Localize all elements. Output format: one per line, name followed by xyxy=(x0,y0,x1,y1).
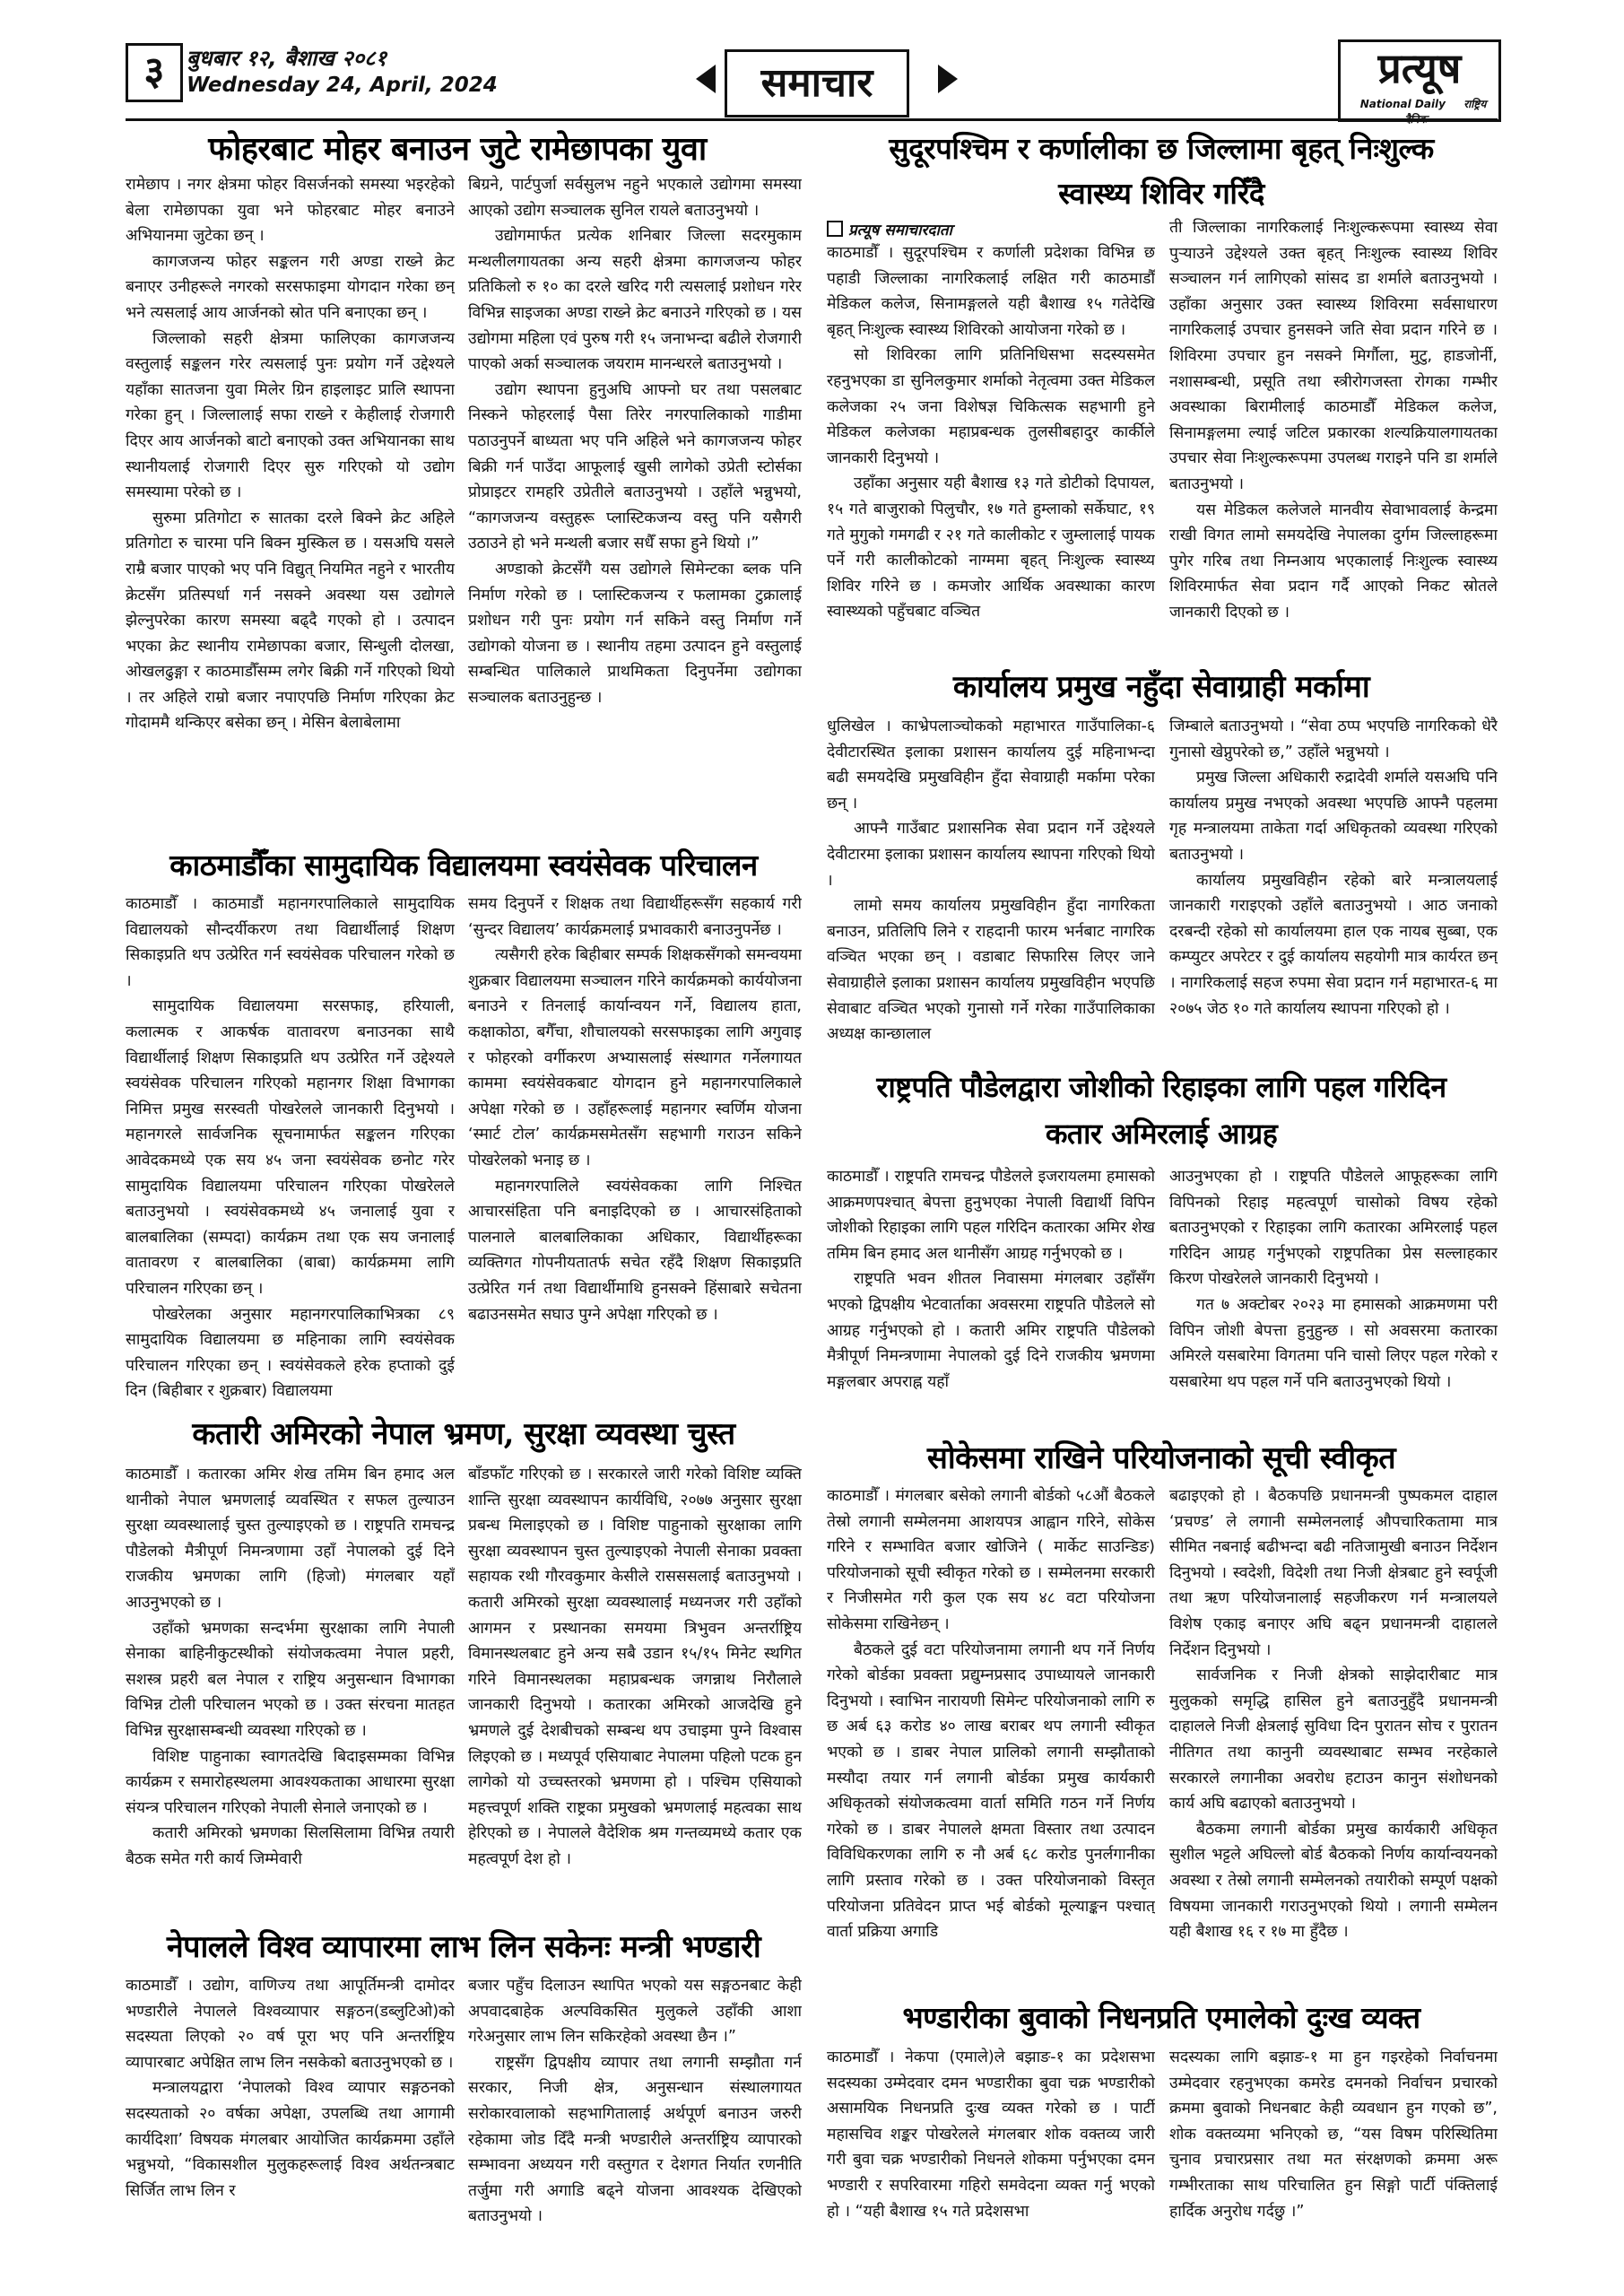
logo-text: प्रत्यूष xyxy=(1377,44,1462,92)
paragraph: लामो समय कार्यालय प्रमुखविहीन हुँदा नागरिकता बनाउन, प्रतिलिपि लिने र राहदानी फारम भर्नबाट नागरिक वञ्चित भएका छन् । वडाबाट सिफारिस लिएर जाने सेवाग्राहीले इलाका प्रशासन कार्यालय प्रमुखविहीन भएपछि सेवाबाट वञ्चित भएको गुनासो गर्ने गरेका गाउँपालिकाका अध्यक्ष कान्छालाल xyxy=(827,897,1155,1044)
article-column xyxy=(126,1973,455,2258)
article-column xyxy=(468,172,802,872)
paragraph: उहाँको भ्रमणका सन्दर्भमा सुरक्षाका लागि नेपाली सेनाका बाहिनीकुटस्थीको संयोजकत्वमा नेपाल प्रहरी, सशस्त्र प्रहरी बल नेपाल र राष्ट्रिय अनुसन्धान विभागका विभिन्न टोली परिचालन भएको छ । उक्त संरचना मातहत विभिन्न सुरक्षासम्बन्धी व्यवस्था गरिएको छ । xyxy=(126,1619,455,1740)
article-title: नेपालले विश्व व्यापारमा लाभ लिन सकेनः मन्त्री भण्डारी xyxy=(166,1929,761,1965)
paragraph: उद्योग स्थापना हुनुअघि आफ्नो घर तथा पसलबाट निस्कने फोहरलाई पैसा तिरेर नगरपालिकाको गाडीमा पठाउनुपर्ने बाध्यता भए पनि अहिले भने कागजजन्य फोहर बिक्री गर्न पाउँदा आफूलाई खुसी लागेको उप्रेती स्टोर्सका प्रोप्राइटर रामहरि उप्रेतीले बताउनुभयो । उहाँले भन्नुभयो, “कागजजन्य वस्तुहरू प्लास्टिकजन्य वस्तु पनि यसैगरी उठाउने हो भने मन्थली बजार सधैँ सफा हुने थियो ।” xyxy=(468,380,802,553)
article-title: काठमाडौँका सामुदायिक विद्यालयमा स्वयंसेवक परिचालन xyxy=(169,848,758,883)
page-number: ३ xyxy=(126,43,183,102)
article-column xyxy=(1169,714,1498,1069)
article-column xyxy=(827,2045,1155,2258)
byline-box-icon xyxy=(827,221,843,237)
paragraph: विशिष्ट पाहुनाका स्वागतदेखि बिदाइसम्मका विभिन्न कार्यक्रम र समारोहस्थलमा आवश्यकताका आधारमा सुरक्षा संयन्त्र परिचालन गरिएको नेपाली सेनाले जनाएको छ । xyxy=(126,1747,455,1817)
paragraph: बैठकले दुई वटा परियोजनामा लगानी थप गर्ने निर्णय गरेको बोर्डका प्रवक्ता प्रद्युम्नप्रसाद उपाध्यायले जानकारी दिनुभयो । स्वाभिन नारायणी सिमेन्ट परियोजनाको लागि रु छ अर्ब ६३ करोड ४० लाख बराबर थप लगानी स्वीकृत भएको छ । डाबर नेपाल प्रालिको लगानी सम्झौताको मस्यौदा तयार गर्न लगानी बोर्डका प्रमुख कार्यकारी अधिकृतको संयोजकत्वमा वार्ता समिति गठन गर्ने निर्णय गरेको छ । डाबर नेपालले क्षमता विस्तार तथा उत्पादन विविधिकरणका लागि रु नौ अर्ब ६८ करोड पुनर्लगानीका लागि प्रस्ताव गरेको छ । उक्त परियोजनाको विस्तृत परियोजना प्रतिवेदन प्राप्त भई बोर्डको मूल्याङ्कन पश्चात् वार्ता प्रक्रिया अगाडि xyxy=(827,1640,1155,1942)
paragraph: सार्वजनिक र निजी क्षेत्रको साझेदारीबाट मात्र मुलुकको समृद्धि हासिल हुने बताउनुहुँदै प्रधानमन्त्री दाहालले निजी क्षेत्रलाई सुविधा दिन पुरातन सोच र पुरातन नीतिगत तथा कानुनी व्यवस्थाबाट सम्भव नरहेकाले सरकारले लगानीका अवरोध हटाउन कानुन संशोधनको कार्य अघि बढाएको बताउनुभयो । xyxy=(1169,1666,1498,1813)
paragraph: यस मेडिकल कलेजले मानवीय सेवाभावलाई केन्द्रमा राखी विगत लामो समयदेखि नेपालका दुर्गम जिल्लाहरूमा पुगेर गरिब तथा निम्नआय भएकालाई निःशुल्क स्वास्थ्य शिविरमार्फत सेवा प्रदान गर्दै आएको निकट स्रोतले जानकारी दिएको छ । xyxy=(1169,500,1498,622)
article-title: सुदूरपश्चिम र कर्णालीका छ जिल्लामा बृहत् निःशुल्क xyxy=(889,131,1434,166)
article-title: सोकेसमा राखिने परियोजनाको सूची स्वीकृत xyxy=(926,1440,1396,1476)
article-column xyxy=(827,714,1155,1069)
paragraph: कागजजन्य फोहर सङ्कलन गरी अण्डा राख्ने क्रेट बनाएर उनीहरूले नगरको सरसफाइमा योगदान गरेका छन् भने त्यसलाई आय आर्जनको स्रोत पनि बनाएका छन् । xyxy=(126,252,455,322)
article-column xyxy=(827,1483,1155,1996)
paragraph: उद्योगमार्फत प्रत्येक शनिबार जिल्ला सदरमुकाम मन्थलीलगायतका अन्य सहरी क्षेत्रमा कागजजन्य फोहर प्रतिकिलो रु १० का दरले खरिद गरी त्यसलाई प्रशोधन गरेर विभिन्न साइजका अण्डा राख्ने क्रेट बनाउने गरिएको छ । यस उद्योगमा महिला एवं पुरुष गरी १५ जनाभन्दा बढीले रोजगारी पाएको अर्का सञ्चालक जयराम मानन्धरले बताउनुभयो । xyxy=(468,227,802,374)
paragraph: बिग्रने, पार्टपुर्जा सर्वसुलभ नहुने भएकाले उद्योगमा समस्या आएको उद्योग सञ्चालक सुनिल रायले बताउनुभयो । xyxy=(468,176,802,220)
paragraph: काठमाडौँ । राष्ट्रपति रामचन्द्र पौडेलले इजरायलमा हमासको आक्रमणपश्चात् बेपत्ता हुनुभएका नेपाली विद्यार्थी विपिन जोशीको रिहाइका लागि पहल गरिदिन कतारका अमिर शेख तमिम बिन हमाद अल थानीसँग आग्रह गर्नुभएको छ । xyxy=(827,1168,1155,1263)
paragraph: समय दिनुपर्ने र शिक्षक तथा विद्यार्थीहरूसँग सहकार्य गरी ‘सुन्दर विद्यालय’ कार्यक्रमलाई प्रभावकारी बनाउनुपर्नेछ । xyxy=(468,895,802,939)
paragraph: काठमाडौँ । कतारका अमिर शेख तमिम बिन हमाद अल थानीको नेपाल भ्रमणलाई व्यवस्थित र सफल तुल्याउन सुरक्षा व्यवस्थालाई चुस्त तुल्याइएको छ । राष्ट्रपति रामचन्द्र पौडेलको मैत्रीपूर्ण निमन्त्रणामा उहाँ नेपालको दुई दिने राजकीय भ्रमणका लागि (हिजो) मंगलबार यहाँ आउनुभएको छ । xyxy=(126,1465,455,1612)
article-title-line2: स्वास्थ्य शिविर गरिँदै xyxy=(1058,176,1264,211)
paragraph: राष्ट्रपति भवन शीतल निवासमा मंगलबार उहाँसँग भएको द्विपक्षीय भेटवार्ताका अवसरमा राष्ट्रपति पौडेलले सो आग्रह गर्नुभएको हो । कतारी अमिर राष्ट्रपति पौडेलको मैत्रीपूर्ण निमन्त्रणामा नेपालको दुई दिने राजकीय भ्रमणमा मङ्गलबार अपराह्न यहाँ xyxy=(827,1270,1155,1391)
triangle-right-icon xyxy=(938,65,958,93)
paragraph: सामुदायिक विद्यालयमा सरसफाइ, हरियाली, कलात्मक र आकर्षक वातावरण बनाउनका साथै विद्यार्थीलाई शिक्षण सिकाइप्रति थप उत्प्रेरित गर्ने उद्देश्यले स्वयंसेवक परिचालन गरिएको महानगर शिक्षा विभागका निमित्त प्रमुख सरस्वती पोखरेलले जानकारी दिनुभयो । महानगरले सार्वजनिक सूचनामार्फत सङ्कलन गरिएका आवेदकमध्ये एक सय ४५ जना स्वयंसेवक छनोट गरेर सामुदायिक विद्यालयमा परिचालन गरिएका पोखरेलले बताउनुभयो । स्वयंसेवकमध्ये ४५ जनालाई युवा र बालबालिका (सम्पदा) कार्यक्रम तथा एक सय जनालाई वातावरण र बालबालिका (बाबा) कार्यक्रममा लागि परिचालन गरिएका छन् । xyxy=(126,997,455,1298)
article-title: भण्डारीका बुवाको निधनप्रति एमालेको दुःख व्यक्त xyxy=(902,2000,1420,2035)
paragraph: काठमाडौँ । काठमाडौं महानगरपालिकाले सामुदायिक विद्यालयको सौन्दर्यीकरण तथा विद्यार्थीलाई शिक्षण सिकाइप्रति थप उत्प्रेरित गर्न स्वयंसेवक परिचालन गरेको छ । xyxy=(126,895,455,990)
article-title-line2: कतार अमिरलाई आग्रह xyxy=(1045,1117,1278,1151)
date-nepali: बुधबार १२, बैशाख २०८१ xyxy=(187,46,387,71)
paragraph: जिल्लाको सहरी क्षेत्रमा फालिएका कागजजन्य वस्तुलाई सङ्कलन गरेर त्यसलाई पुनः प्रयोग गर्ने उद्देश्यले यहाँका सातजना युवा मिलेर ग्रिन हाइलाइट प्रालि स्थापना गरेका हुन् । जिल्लालाई सफा राख्ने र केहीलाई रोजगारी दिएर आय आर्जनको बाटो बनाएको उक्त अभियानका साथ स्थानीयलाई रोजगारी दिएर सुरु गरिएको यो उद्योग समस्यामा परेको छ । xyxy=(126,329,455,502)
article-column xyxy=(468,891,802,1412)
paragraph: कार्यालय प्रमुखविहीन रहेको बारे मन्त्रालयलाई जानकारी गराइएको उहाँले बताउनुभयो । आठ जनाको दरबन्दी रहेको सो कार्यालयमा हाल एक नायब सुब्बा, एक कम्प्युटर अपरेटर र दुई कार्यालय सहयोगी मात्र कार्यरत छन् । नागरिकलाई सहज रुपमा सेवा प्रदान गर्न महाभारत-६ मा २०७५ जेठ १० गते कार्यालय स्थापना गरिएको हो । xyxy=(1169,871,1498,1018)
article-column xyxy=(1169,1164,1498,1439)
logo-tag-np: राष्ट्रिय xyxy=(1463,98,1487,110)
newspaper-logo xyxy=(1338,39,1501,122)
paragraph: उहाँका अनुसार यही बैशाख १३ गते डोटीको दिपायल, १५ गते बाजुराको पिलुचौर, १७ गते हुम्लाको सर्केघाट, १९ गते मुगुको गमगढी र २१ गते कालीकोट र जुम्लालाई पायक पर्ने गरी कालीकोटको नाग्ममा बृहत् निःशुल्क स्वास्थ्य शिविर गरिने छ । कमजोर आर्थिक अवस्थाका कारण स्वास्थ्यको पहुँचबाट वञ्चित xyxy=(827,474,1155,622)
byline-text: प्रत्यूष समाचारदाता xyxy=(848,222,952,239)
paragraph: बैठकमा लगानी बोर्डका प्रमुख कार्यकारी अधिकृत सुशील भट्टले अघिल्लो बोर्ड बैठकको निर्णय कार्यान्वयनको अवस्था र तेस्रो लगानी सम्मेलनको तयारीको सम्पूर्ण पक्षको विषयमा जानकारी गराउनुभएको थियो । लगानी सम्मेलन यही बैशाख १६ र १७ मा हुँदैछ । xyxy=(1169,1820,1498,1942)
byline xyxy=(827,219,952,239)
article-column xyxy=(126,1462,455,1928)
paragraph: प्रमुख जिल्ला अधिकारी रुद्रादेवी शर्माले यसअघि पनि कार्यालय प्रमुख नभएको अवस्था भएपछि आफ्नै पहलमा गृह मन्त्रालयमा ताकेता गर्दा अधिकृतको व्यवस्था गरिएको बताउनुभयो । xyxy=(1169,769,1498,864)
paragraph: बढाइएको हो । बैठकपछि प्रधानमन्त्री पुष्पकमल दाहाल ‘प्रचण्ड’ ले लगानी सम्मेलनलाई औपचारिकतामा मात्र सीमित नबनाई बढीभन्दा बढी नतिजामुखी बनाउन निर्देशन दिनुभयो । स्वदेशी, विदेशी तथा निजी क्षेत्रबाट हुने स्वर्पूजी तथा ऋण परियोजनालाई सहजीकरण गर्न मन्त्रालयले विशेष एकाइ बनाएर अघि बढ्न प्रधानमन्त्री दाहालले निर्देशन दिनुभयो । xyxy=(1169,1487,1498,1659)
section-title: समाचार xyxy=(725,49,909,117)
article-column xyxy=(126,172,455,872)
article-title: कार्यालय प्रमुख नहुँदा सेवाग्राही मर्कामा xyxy=(952,669,1370,705)
paragraph: त्यसैगरी हरेक बिहीबार सम्पर्क शिक्षकसँगको समन्वयमा शुक्रबार विद्यालयमा सञ्चालन गरिने कार्यक्रमको कार्ययोजना बनाउने र तिनलाई कार्यान्वयन गर्ने, विद्यालय हाता, कक्षाकोठा, बगैँचा, शौचालयको सरसफाइका लागि अगुवाइ र फोहरको वर्गीकरण अभ्यासलाई संस्थागत गर्नेलगायत काममा स्वयंसेवकबाट योगदान हुने महानगरपालिकाले अपेक्षा गरेको छ । उहाँहरूलाई महानगर स्वर्णिम योजना ‘स्मार्ट टोल’ कार्यक्रमसमेतसँग सहभागी गराउन सकिने पोखरेलको भनाइ छ । xyxy=(468,946,802,1170)
paragraph: ती जिल्लाका नागरिकलाई निःशुल्करूपमा स्वास्थ्य सेवा पुऱ्याउने उद्देश्यले उक्त बृहत् निःशुल्क स्वास्थ्य शिविर सञ्चालन गर्न लागिएको सांसद डा शर्माले बताउनुभयो । उहाँका अनुसार उक्त स्वास्थ्य शिविरमा सर्वसाधारण नागरिकलाई उपचार हुनसक्ने जति सेवा प्रदान गरिने छ । शिविरमा उपचार हुन नसक्ने मिर्गौला, मुटु, हाडजोर्नी, नशासम्बन्धी, प्रसूति तथा स्त्रीरोगजस्ता रोगका गम्भीर अवस्थाका बिरामीलाई काठमाडौँ मेडिकल कलेज, सिनामङ्गलमा ल्याई जटिल प्रकारका शल्यक्रियालगायतका उपचार सेवा निःशुल्करूपमा उपलब्ध गराइने पनि डा शर्माले बताउनुभयो । xyxy=(1169,219,1498,493)
header-rule xyxy=(126,118,1498,121)
paragraph: सदस्यका लागि बझाङ-१ मा हुन गइरहेको निर्वाचनमा उम्मेदवार रहनुभएका कमरेड दमनको निर्वाचन प्रचारको क्रममा बुवाको निधनबाट केही व्यवधान हुन गएको छ”, शोक वक्तव्यमा भनिएको छ, “यस विषम परिस्थितिमा चुनाव प्रचारप्रसार तथा मत संरक्षणको क्रममा अरू गम्भीरताका साथ परिचालित हुन सिङ्गो पार्टी पंक्तिलाई हार्दिक अनुरोध गर्दछु ।” xyxy=(1169,2048,1498,2221)
article-column xyxy=(827,240,1155,667)
article-column xyxy=(468,1462,802,1928)
paragraph: गत ७ अक्टोबर २०२३ मा हमासको आक्रमणमा परी विपिन जोशी बेपत्ता हुनुहुन्छ । सो अवसरमा कतारका अमिरले यसबारेमा विगतमा पनि चासो लिएर पहल गरेको र यसबारेमा थप पहल गर्ने पनि बताउनुभएको थियो । xyxy=(1169,1295,1498,1391)
paragraph: काठमाडौँ । उद्योग, वाणिज्य तथा आपूर्तिमन्त्री दामोदर भण्डारीले नेपालले विश्वव्यापार सङ्गठन(डब्लुटिओ)को सदस्यता लिएको २० वर्ष पूरा भए पनि अन्तर्राष्ट्रिय व्यापारबाट अपेक्षित लाभ लिन नसकेको बताउनुभएको छ । xyxy=(126,1977,455,2072)
paragraph: आउनुभएका हो । राष्ट्रपति पौडेलले आफूहरूका लागि विपिनको रिहाइ महत्वपूर्ण चासोको विषय रहेको बताउनुभएको र रिहाइका लागि कतारका अमिरलाई पहल गरिदिन आग्रह गर्नुभएको राष्ट्रपतिका प्रेस सल्लाहकार किरण पोखरेलले जानकारी दिनुभयो । xyxy=(1169,1168,1498,1289)
paragraph: बाँडफाँट गरिएको छ । सरकारले जारी गरेको विशिष्ट व्यक्ति शान्ति सुरक्षा व्यवस्थापन कार्यविधि, २०७७ अनुसार सुरक्षा प्रबन्ध मिलाइएको छ । विशिष्ट पाहुनाको सुरक्षाका लागि सुरक्षा व्यवस्थापन चुस्त तुल्याइएको नेपाली सेनाका प्रवक्ता सहायक रथी गौरवकुमार केसीले रासससलाई बताउनुभयो । कतारी अमिरको सुरक्षा व्यवस्थालाई मध्यनजर गरी उहाँको आगमन र प्रस्थानका समयमा त्रिभुवन अन्तर्राष्ट्रिय विमानस्थलबाट हुने अन्य सबै उडान १५/१५ मिनेट स्थगित गरिने विमानस्थलका महाप्रबन्धक जगन्नाथ निरौलाले जानकारी दिनुभयो । कतारका अमिरको आजदेखि हुने भ्रमणले दुई देशबीचको सम्बन्ध थप उचाइमा पुग्ने विश्वास लिइएको छ । मध्यपूर्व एसियाबाट नेपालमा पहिलो पटक हुन लागेको यो उच्चस्तरको भ्रमणमा हो । पश्चिम एसियाको महत्त्वपूर्ण शक्ति राष्ट्रका प्रमुखको भ्रमणलाई महत्वका साथ हेरिएको छ । नेपालले वैदेशिक श्रम गन्तव्यमध्ये कतार एक महत्वपूर्ण देश हो । xyxy=(468,1465,802,1868)
article-column xyxy=(1169,1483,1498,1996)
paragraph: काठमाडौँ । मंगलबार बसेको लगानी बोर्डको ५८औं बैठकले तेस्रो लगानी सम्मेलनमा आशयपत्र आह्वान गरिने, सोकेस गरिने र सम्भावित बजार खोजिने ( मार्केट साउन्डिङ) परियोजनाको सूची स्वीकृत गरेको छ । सम्मेलनमा सरकारी र निजीसमेत गरी कुल एक सय ४८ वटा परियोजना सोकेसमा राखिनेछन् । xyxy=(827,1487,1155,1633)
article-column xyxy=(126,891,455,1412)
paragraph: बजार पहुँच दिलाउन स्थापित भएको यस सङ्गठनबाट केही अपवादबाहेक अल्पविकसित मुलुकले उहाँकी आशा गरेअनुसार लाभ लिन सकिरहेको अवस्था छैन ।” xyxy=(468,1977,802,2047)
triangle-left-icon xyxy=(696,65,716,93)
article-column xyxy=(1169,215,1498,667)
paragraph: जिम्बाले बताउनुभयो । “सेवा ठप्प भएपछि नागरिकको धेरै गुनासो खेप्नुपरेको छ,” उहाँले भन्नुभयो । xyxy=(1169,718,1498,761)
article-title: राष्ट्रपति पौडेलद्वारा जोशीको रिहाइका लागि पहल गरिदिन xyxy=(876,1070,1446,1104)
paragraph: पोखरेलका अनुसार महानगरपालिकाभित्रका ८९ सामुदायिक विद्यालयमा छ महिनाका लागि स्वयंसेवक परिचालन गरिएका छन् । स्वयंसेवकले हरेक हप्ताको दुई दिन (बिहीबार र शुक्रबार) विद्यालयमा xyxy=(126,1305,455,1401)
article-title: कतारी अमिरको नेपाल भ्रमण, सुरक्षा व्यवस्था चुस्त xyxy=(192,1416,735,1452)
article-column xyxy=(1169,2045,1498,2258)
article-column xyxy=(827,1164,1155,1439)
article-title: फोहरबाट मोहर बनाउन जुटे रामेछापका युवा xyxy=(208,130,707,168)
paragraph: राष्ट्रसँग द्विपक्षीय व्यापार तथा लगानी सम्झौता गर्न सरकार, निजी क्षेत्र, अनुसन्धान संस्थालगायत सरोकारवालाको सहभागितालाई अर्थपूर्ण बनाउन जरुरी रहेकामा जोड दिँदै मन्त्री भण्डारीले अन्तर्राष्ट्रिय व्यापारको सम्भावना अध्ययन गरी वस्तुगत र देशगत निर्यात रणनीति तर्जुमा गरी अगाडि बढ्ने योजना आवश्यक देखिएको बताउनुभयो । xyxy=(468,2053,802,2226)
logo-tag-en: National Daily xyxy=(1359,98,1446,110)
paragraph: मन्त्रालयद्वारा ‘नेपालको विश्व व्यापार सङ्गठनको सदस्यताको २० वर्षका अपेक्षा, उपलब्धि तथा आगामी कार्यदिशा’ विषयक मंगलबार आयोजित कार्यक्रममा उहाँले भन्नुभयो, “विकासशील मुलुकहरूलाई विश्व अर्थतन्त्रबाट सिर्जित लाभ लिन र xyxy=(126,2079,455,2200)
paragraph: महानगरपालिले स्वयंसेवकका लागि निश्चित आचारसंहिता पनि बनाइदिएको छ । आचारसंहिताको पालनाले बालबालिकाका अधिकार, विद्यार्थीहरूका व्यक्तिगत गोपनीयतातर्फ सचेत रहँदै शिक्षण सिकाइप्रति उत्प्रेरित गर्न तथा विद्यार्थीमाथि हुनसक्ने हिंसाबारे सचेतना बढाउनसमेत सघाउ पुग्ने अपेक्षा गरिएको छ । xyxy=(468,1177,802,1324)
paragraph: सो शिविरका लागि प्रतिनिधिसभा सदस्यसमेत रहनुभएका डा सुनिलकुमार शर्माको नेतृत्वमा उक्त मेडिकल कलेजका २५ जना विशेषज्ञ चिकित्सक सहभागी हुने मेडिकल कलेजका महाप्रबन्धक तुलसीबहादुर कार्कीले जानकारी दिनुभयो । xyxy=(827,346,1155,467)
logo-tagline xyxy=(1341,96,1498,126)
paragraph: अण्डाको क्रेटसँगै यस उद्योगले सिमेन्टका ब्लक पनि निर्माण गरेको छ । प्लास्टिकजन्य र फलामका टुक्रालाई प्रशोधन गरी पुनः प्रयोग गर्न सकिने वस्तु निर्माण गर्ने उद्योगको योजना छ । स्थानीय तहमा उत्पादन हुने वस्तुलाई सम्बन्धित पालिकाले प्राथमिकता दिनुपर्नेमा उद्योगका सञ्चालक बताउनुहुन्छ । xyxy=(468,560,802,707)
article-column xyxy=(468,1973,802,2258)
paragraph: काठमाडौँ । नेकपा (एमाले)ले बझाङ-१ का प्रदेशसभा सदस्यका उम्मेदवार दमन भण्डारीका बुवा चक्र भण्डारीको असामयिक निधनप्रति दुःख व्यक्त गरेको छ । पार्टी महासचिव शङ्कर पोखरेलले मंगलबार शोक वक्तव्य जारी गरी बुवा चक्र भण्डारीको निधनले शोकमा पर्नुभएका दमन भण्डारी र सपरिवारमा गहिरो समवेदना व्यक्त गर्नु भएको हो । “यही बैशाख १५ गते प्रदेशसभा xyxy=(827,2048,1155,2221)
paragraph: आफ्नै गाउँबाट प्रशासनिक सेवा प्रदान गर्ने उद्देश्यले देवीटारमा इलाका प्रशासन कार्यालय स्थापना गरिएको थियो । xyxy=(827,820,1155,890)
paragraph: रामेछाप । नगर क्षेत्रमा फोहर विसर्जनको समस्या भइरहेको बेला रामेछापका युवा भने फोहरबाट मोहर बनाउने अभियानमा जुटेका छन् । xyxy=(126,176,455,246)
paragraph: काठमाडौँ । सुदूरपश्चिम र कर्णाली प्रदेशका विभिन्न छ पहाडी जिल्लाका नागरिकलाई लक्षित गरी काठमाडौँ मेडिकल कलेज, सिनामङ्गलले यही बैशाख १५ गतेदेखि बृहत् निःशुल्क स्वास्थ्य शिविरको आयोजना गरेको छ । xyxy=(827,244,1155,339)
date-english: Wednesday 24, April, 2024 xyxy=(187,74,498,97)
paragraph: धुलिखेल । काभ्रेपलाञ्चोकको महाभारत गाउँपालिका-६ देवीटारस्थित इलाका प्रशासन कार्यालय दुई महिनाभन्दा बढी समयदेखि प्रमुखविहीन हुँदा सेवाग्राही मर्कामा परेका छन् । xyxy=(827,718,1155,813)
paragraph: कतारी अमिरको भ्रमणका सिलसिलामा विभिन्न तयारी बैठक समेत गरी कार्य जिम्मेवारी xyxy=(126,1824,455,1868)
paragraph: सुरुमा प्रतिगोटा रु सातका दरले बिक्ने क्रेट अहिले प्रतिगोटा रु चारमा पनि बिक्न मुस्किल छ । यसअघि यसले राम्रै बजार पाएको भए पनि विद्युत् नियमित नहुने र भारतीय क्रेटसँग प्रतिस्पर्धा गर्न नसक्ने अवस्था यस उद्योगले झेल्नुपरेका कारण समस्या बढ्दै गएको हो । उत्पादन भएका क्रेट स्थानीय रामेछापका बजार, सिन्धुली दोलखा, ओखलढुङ्गा र काठमाडौँसम्म लगेर बिक्री गर्ने गरिएको थियो । तर अहिले राम्रो बजार नपाएपछि निर्माण गरिएका क्रेट गोदाममै थन्किएर बसेका छन् । मेसिन बेलाबेलामा xyxy=(126,509,455,733)
